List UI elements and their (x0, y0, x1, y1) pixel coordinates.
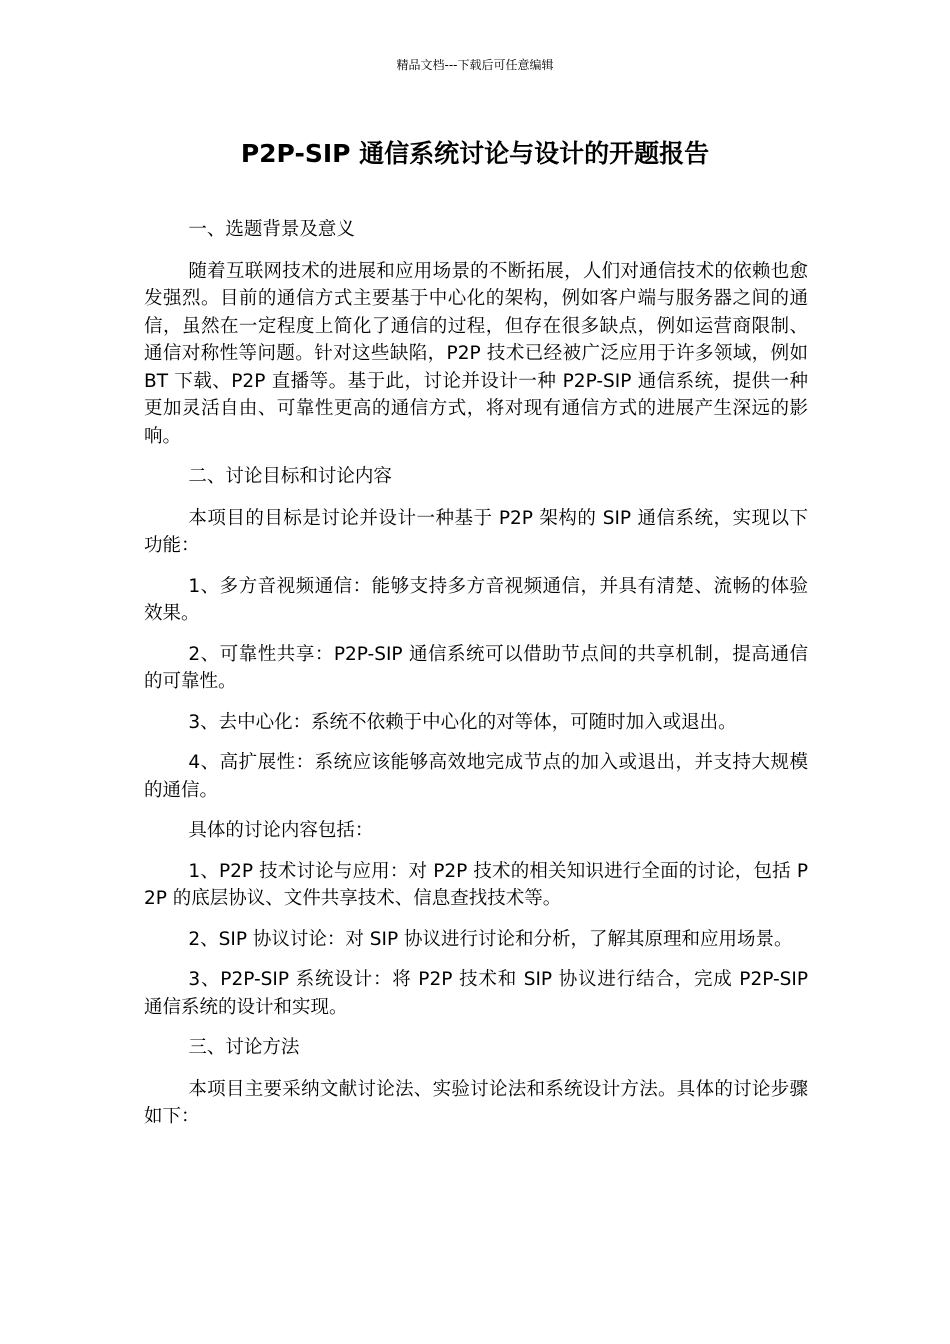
goal-item: 1、多方音视频通信：能够支持多方音视频通信，并具有清楚、流畅的体验效果。 (144, 575, 808, 624)
content-item: 3、P2P-SIP 系统设计：将 P2P 技术和 SIP 协议进行结合，完成 P2P-SIP 通信系统的设计和实现。 (144, 969, 809, 1018)
goal-item: 3、去中心化：系统不依赖于中心化的对等体，可随时加入或退出。 (188, 711, 737, 733)
paragraph-background: 随着互联网技术的进展和应用场景的不断拓展，人们对通信技术的依赖也愈发强烈。目前的通信方式主要基于中心化的架构，例如客户端与服务器之间的通信，虽然在一定程度上简化了通信的过程，但存在很多缺点，例如运营商限制、通信对称性等问题。针对这些缺陷，P2P 技术已经被广泛应用于许多领域，例如 BT 下载、P2P 直播等。基于此，讨论并设计一种 P2P-SIP 通信系统，提供一种更加灵活自由、可靠性更高的通信方式，将对现有通信方式的进展产生深远的影响。 (144, 260, 808, 447)
paragraph-content-intro: 具体的讨论内容包括： (188, 820, 374, 841)
content-item: 1、P2P 技术讨论与应用：对 P2P 技术的相关知识进行全面的讨论，包括 P2P 的底层协议、文件共享技术、信息查找技术等。 (144, 860, 808, 909)
paragraph-goals-intro: 本项目的目标是讨论并设计一种基于 P2P 架构的 SIP 通信系统，实现以下功能： (144, 507, 808, 556)
content-item: 2、SIP 协议讨论：对 SIP 协议进行讨论和分析，了解其原理和应用场景。 (188, 928, 793, 950)
goal-item: 2、可靠性共享：P2P-SIP 通信系统可以借助节点间的共享机制，提高通信的可靠性。 (144, 643, 808, 692)
document-body (144, 216, 808, 1144)
header-note: 精品文档---下载后可任意编辑 (396, 58, 554, 72)
goal-item: 4、高扩展性：系统应该能够高效地完成节点的加入或退出，并支持大规模的通信。 (144, 752, 808, 801)
section-heading-method: 三、讨论方法 (188, 1037, 300, 1058)
document-title: P2P-SIP 通信系统讨论与设计的开题报告 (240, 139, 710, 168)
paragraph-method: 本项目主要采纳文献讨论法、实验讨论法和系统设计方法。具体的讨论步骤如下： (144, 1078, 808, 1127)
section-heading-goals: 二、讨论目标和讨论内容 (188, 466, 392, 487)
section-heading-background: 一、选题背景及意义 (188, 219, 355, 240)
